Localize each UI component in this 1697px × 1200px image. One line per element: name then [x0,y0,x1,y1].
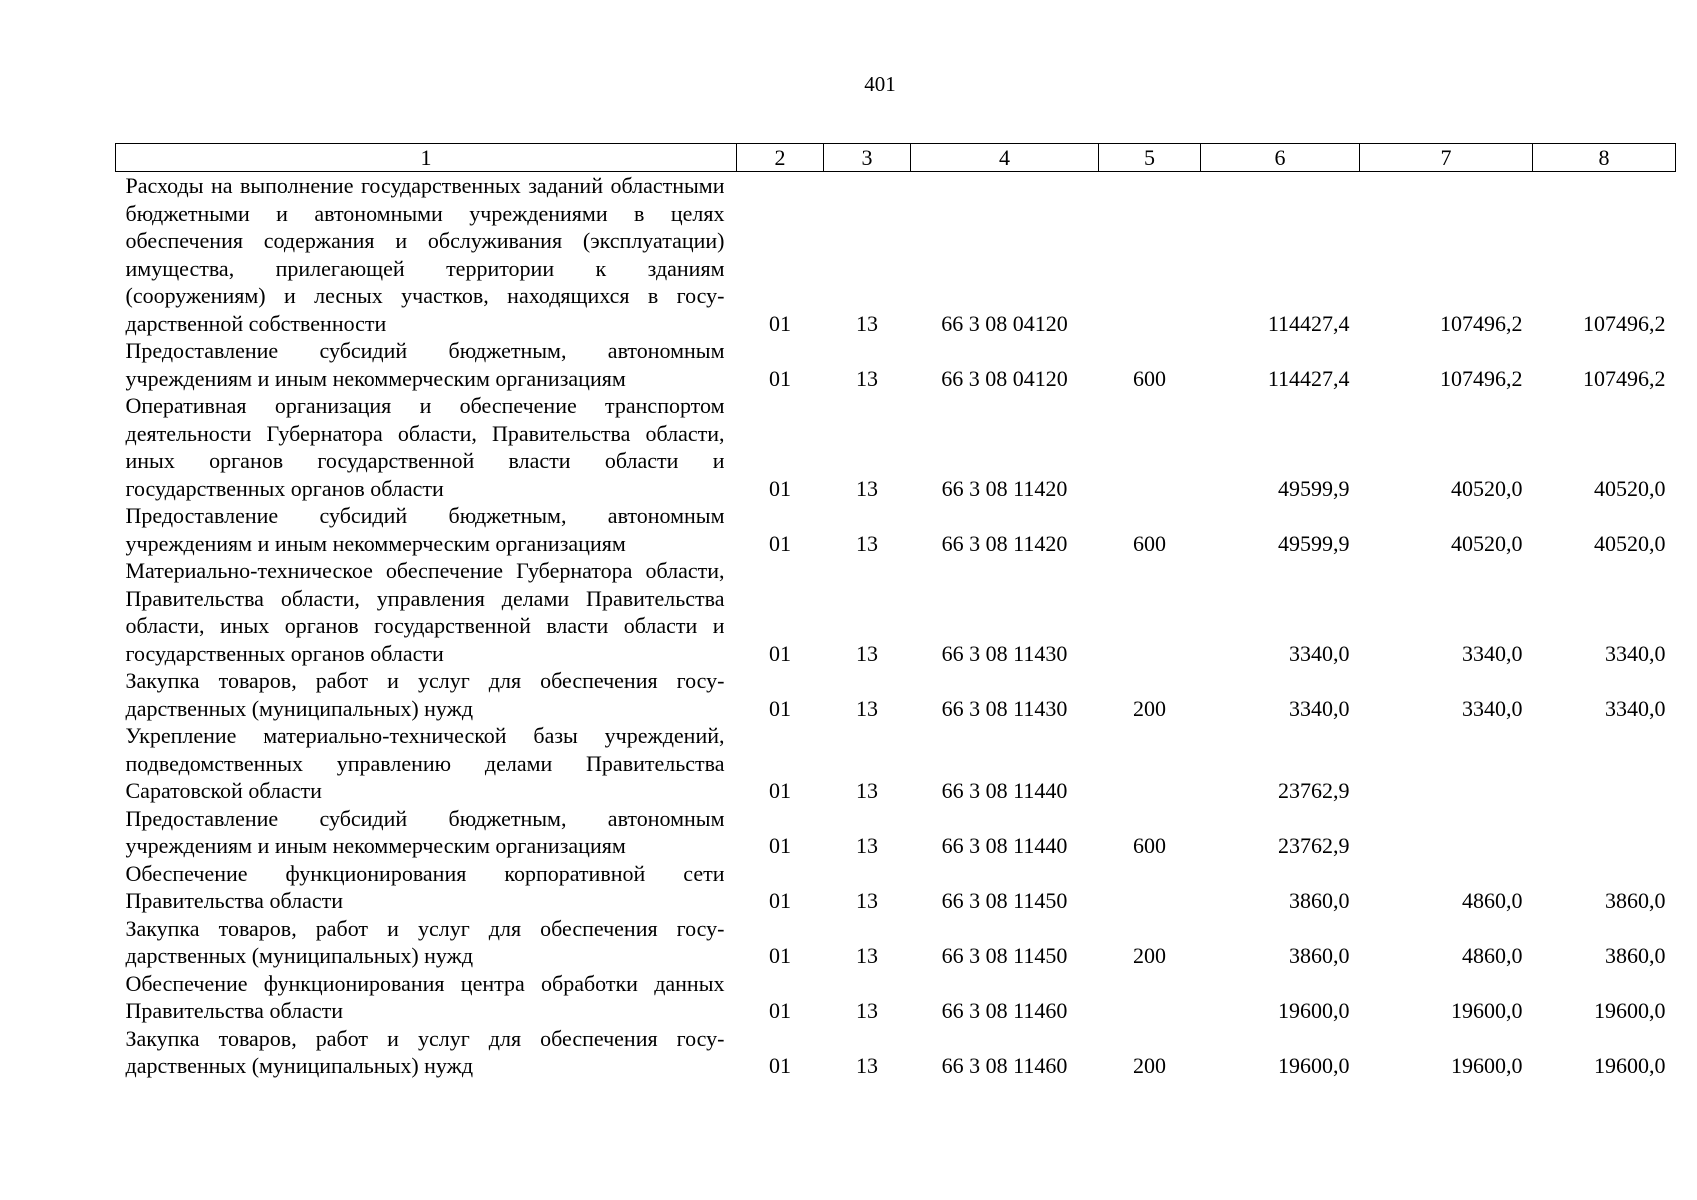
subsection-code: 13 [856,365,878,391]
amount-col7: 107496,2 [1440,365,1523,391]
amount-col7 [1360,722,1533,805]
amount-col6: 23762,9 [1278,778,1350,803]
subsection-code: 13 [856,778,878,803]
expense-type-code: 200 [1133,943,1166,968]
amount-col7 [1360,805,1533,860]
expense-name: Закупка товаров, работ и услуг для обеспечения государственных (муниципальных) нужд [125,915,725,968]
expense-type-code: 200 [1133,1053,1166,1078]
expense-name: Оперативная организация и обеспечение транспортом деятельности Губернатора области, Правительства области, иных органов государственной власти области и государственных органов области [125,393,725,501]
expense-name: Предоставление субсидий бюджетным, автономным учреждениям и иным некоммерческим организациям [125,805,725,858]
amount-col7: 107496,2 [1440,310,1523,336]
column-header-4: 4 [911,144,1099,172]
column-header-2: 2 [737,144,824,172]
amount-col6: 3340,0 [1289,695,1350,721]
table-row [116,392,1676,502]
table-row [116,502,1676,557]
amount-col7: 4860,0 [1462,888,1523,913]
expense-type-code [1099,557,1201,667]
expense-name: Материально-техническое обеспечение Губернатора области, Правительства области, управления делами Правительства области, иных органов государственной власти области и государственных органов области [125,558,725,666]
section-code: 01 [769,475,791,501]
expense-name: Предоставление субсидий бюджетным, автономным учреждениям и иным некоммерческим организациям [125,503,725,556]
expense-type-code [1099,722,1201,805]
column-header-8: 8 [1533,144,1676,172]
expense-type-code: 600 [1133,365,1166,391]
table-row [116,722,1676,805]
column-header-3: 3 [824,144,911,172]
amount-col7: 4860,0 [1462,943,1523,968]
amount-col8: 19600,0 [1594,1053,1666,1078]
amount-col7: 3340,0 [1462,640,1523,666]
subsection-code: 13 [856,998,878,1023]
expense-name: Обеспечение функционирования центра обработки данных Правительства области [125,970,725,1023]
table-row [116,970,1676,1025]
target-article-code: 66 3 08 11420 [941,530,1068,556]
expense-type-code [1099,392,1201,502]
section-code: 01 [769,530,791,556]
subsection-code: 13 [856,833,878,858]
section-code: 01 [769,1053,791,1078]
amount-col6: 19600,0 [1278,1053,1350,1078]
table-row [116,172,1676,338]
section-code: 01 [769,695,791,721]
amount-col8: 19600,0 [1594,998,1666,1023]
target-article-code: 66 3 08 04120 [941,365,1068,391]
subsection-code: 13 [856,475,878,501]
subsection-code: 13 [856,1053,878,1078]
target-article-code: 66 3 08 04120 [941,310,1068,336]
expense-name: Расходы на выполнение государственных заданий областными бюджетными и автономными учреждениями в целях обеспечения содержания и обслуживания (эксплуатации) имущества, прилегающей территории к зданиям (сооружениям) и лесных участков, находящихся в государственной собственности [125,173,725,336]
amount-col7: 3340,0 [1462,695,1523,721]
subsection-code: 13 [856,943,878,968]
expense-type-code: 600 [1133,530,1166,556]
table-row [116,915,1676,970]
table-row [116,557,1676,667]
table-row [116,337,1676,392]
header-row [116,144,1676,172]
target-article-code: 66 3 08 11460 [941,1053,1068,1078]
amount-col6: 3860,0 [1289,943,1350,968]
amount-col6: 49599,9 [1278,475,1350,501]
table-body [116,172,1676,1080]
target-article-code: 66 3 08 11430 [941,640,1068,666]
expense-name: Предоставление субсидий бюджетным, автономным учреждениям и иным некоммерческим организациям [125,338,725,391]
subsection-code: 13 [856,640,878,666]
section-code: 01 [769,640,791,666]
amount-col8 [1533,805,1676,860]
expense-type-code: 600 [1133,833,1166,858]
table-row [116,667,1676,722]
target-article-code: 66 3 08 11420 [941,475,1068,501]
table-row [116,860,1676,915]
expense-name: Обеспечение функционирования корпоративной сети Правительства области [125,860,725,913]
expense-type-code [1099,970,1201,1025]
table-row [116,1025,1676,1080]
amount-col8: 40520,0 [1594,475,1666,501]
amount-col8: 107496,2 [1583,310,1666,336]
expense-type-code: 200 [1133,695,1166,721]
amount-col8: 3340,0 [1605,695,1666,721]
amount-col8: 40520,0 [1594,530,1666,556]
amount-col6: 19600,0 [1278,998,1350,1023]
section-code: 01 [769,888,791,913]
subsection-code: 13 [856,888,878,913]
amount-col8 [1533,722,1676,805]
amount-col7: 19600,0 [1451,998,1523,1023]
amount-col8: 3860,0 [1605,888,1666,913]
expense-name: Закупка товаров, работ и услуг для обеспечения государственных (муниципальных) нужд [125,668,725,721]
amount-col7: 40520,0 [1451,530,1523,556]
target-article-code: 66 3 08 11430 [941,695,1068,721]
amount-col6: 49599,9 [1278,530,1350,556]
amount-col6: 114427,4 [1267,365,1350,391]
section-code: 01 [769,833,791,858]
amount-col6: 3860,0 [1289,888,1350,913]
target-article-code: 66 3 08 11440 [941,778,1068,803]
amount-col8: 3340,0 [1605,640,1666,666]
target-article-code: 66 3 08 11440 [941,833,1068,858]
target-article-code: 66 3 08 11450 [941,943,1068,968]
amount-col8: 107496,2 [1583,365,1666,391]
section-code: 01 [769,778,791,803]
column-header-1: 1 [116,144,737,172]
table-header [116,144,1676,172]
budget-table [115,143,1676,1080]
expense-type-code [1099,860,1201,915]
column-header-5: 5 [1099,144,1201,172]
subsection-code: 13 [856,310,878,336]
column-header-6: 6 [1201,144,1360,172]
expense-name: Укрепление материально-технической базы учреждений, подведомственных управлению делами Правительства Саратовской области [125,723,725,803]
table-row [116,805,1676,860]
amount-col8: 3860,0 [1605,943,1666,968]
section-code: 01 [769,365,791,391]
amount-col6: 23762,9 [1278,833,1350,858]
amount-col6: 3340,0 [1289,640,1350,666]
amount-col7: 19600,0 [1451,1053,1523,1078]
column-header-7: 7 [1360,144,1533,172]
amount-col7: 40520,0 [1451,475,1523,501]
section-code: 01 [769,998,791,1023]
expense-name: Закупка товаров, работ и услуг для обеспечения государственных (муниципальных) нужд [125,1025,725,1078]
subsection-code: 13 [856,530,878,556]
target-article-code: 66 3 08 11450 [941,888,1068,913]
page-number: 401 [864,72,896,96]
target-article-code: 66 3 08 11460 [941,998,1068,1023]
amount-col6: 114427,4 [1267,310,1350,336]
subsection-code: 13 [856,695,878,721]
section-code: 01 [769,943,791,968]
expense-type-code [1099,172,1201,338]
section-code: 01 [769,310,791,336]
